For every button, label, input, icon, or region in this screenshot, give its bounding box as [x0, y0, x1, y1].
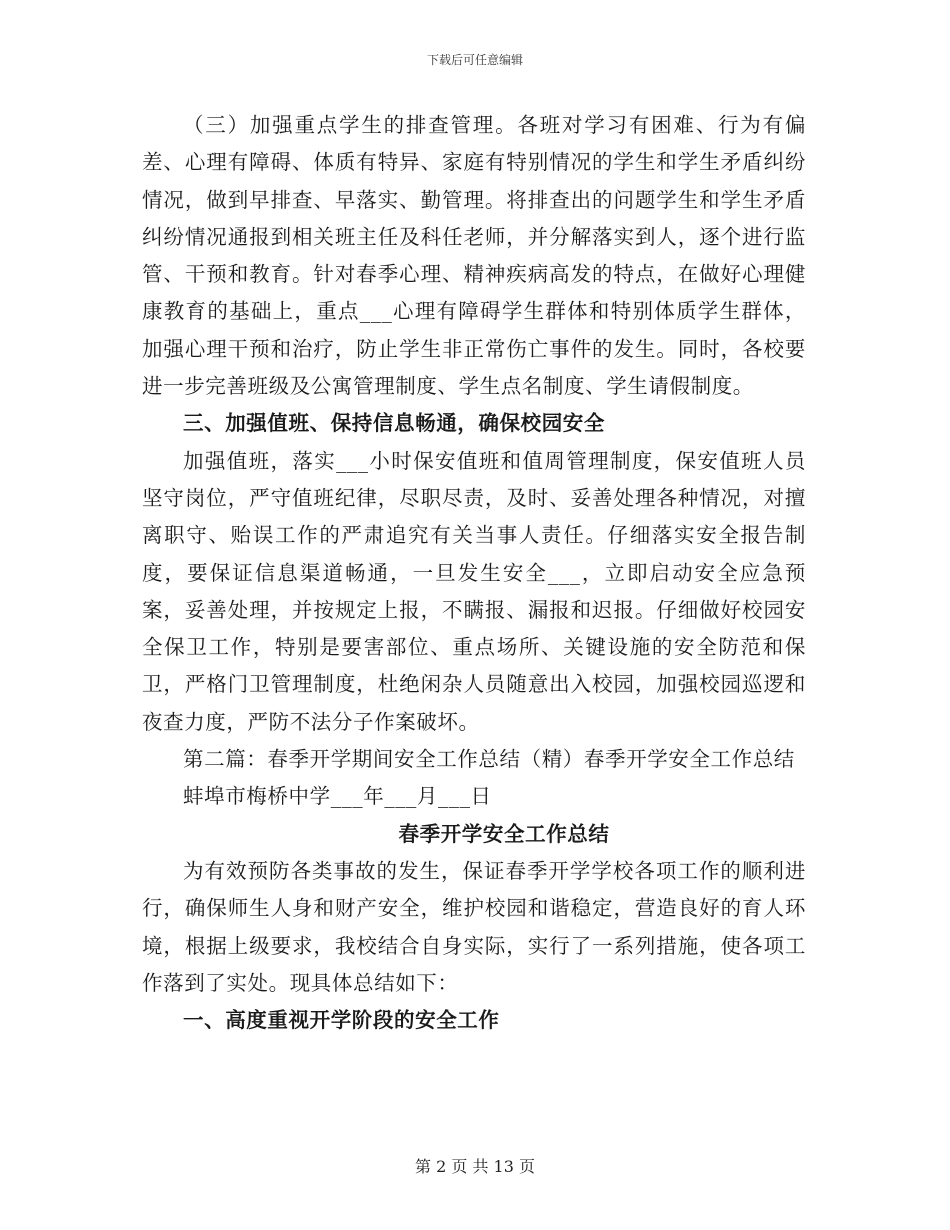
paragraph-second-article: 第二篇：春季开学期间安全工作总结（精）春季开学安全工作总结	[183, 747, 795, 772]
paragraph-key-students: （三）加强重点学生的排查管理。各班对学习有困难、行为有偏差、心理有障碍、体质有特异、家庭有特别情况的学生和学生矛盾纠纷情况，做到早排查、早落实、勤管理。将排查出的问题学生和学生矛盾纠纷情况通报到相关班主任及科任老师，并分解落实到人，逐个进行监管、干预和教育。针对春季心理、精神疾病高发的特点，在做好心理健康教育的基础上，重点___心理有障碍学生群体和特别体质学生群体，加强心理干预和治疗，防止学生非正常伤亡事件的发生。同时，各校要进一步完善班级及公寓管理制度、学生点名制度、学生请假制度。	[142, 113, 806, 399]
document-body	[142, 107, 806, 1039]
section-heading-one: 一、高度重视开学阶段的安全工作	[183, 1008, 500, 1033]
page-header: 下载后可任意编辑	[426, 53, 523, 67]
paragraph-school-date: 蚌埠市梅桥中学___年___月___日	[183, 784, 492, 809]
article-title: 春季开学安全工作总结	[398, 821, 610, 846]
paragraph-duty: 加强值班，落实___小时保安值班和值周管理制度，保安值班人员坚守岗位，严守值班纪律，尽职尽责，及时、妥善处理各种情况，对擅离职守、贻误工作的严肃追究有关当事人责任。仔细落实安全报告制度，要保证信息渠道畅通，一旦发生安全___，立即启动安全应急预案，妥善处理，并按规定上报，不瞒报、漏报和迟报。仔细做好校园安全保卫工作，特别是要害部位、重点场所、关键设施的安全防范和保卫，严格门卫管理制度，杜绝闲杂人员随意出入校园，加强校园巡逻和夜查力度，严防不法分子作案破坏。	[142, 448, 806, 734]
page-footer: 第 2 页 共 13 页	[415, 1157, 535, 1176]
section-heading-duty: 三、加强值班、保持信息畅通，确保校园安全	[183, 411, 605, 436]
paragraph-intro: 为有效预防各类事故的发生，保证春季开学学校各项工作的顺利进行，确保师生人身和财产安全，维护校园和谐稳定，营造良好的育人环境，根据上级要求，我校结合自身实际，实行了一系列措施，使各项工作落到了实处。现具体总结如下：	[142, 858, 806, 995]
